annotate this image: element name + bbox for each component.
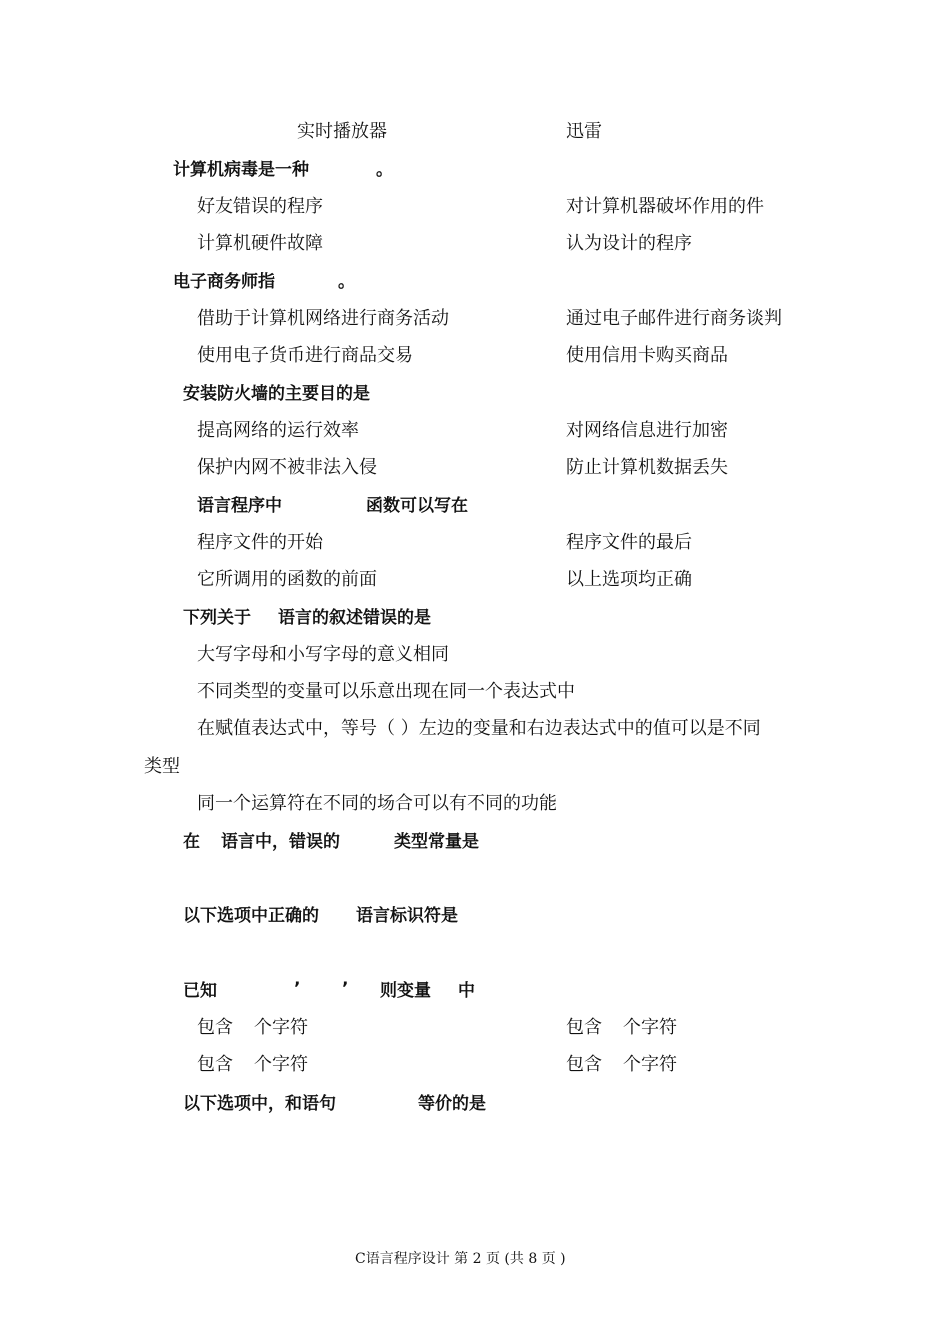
option-text: 通过电子邮件进行商务谈判 bbox=[566, 308, 782, 329]
question-text: 则变量 bbox=[380, 981, 431, 1001]
option-text: 大写字母和小写字母的意义相同 bbox=[197, 644, 449, 665]
option-text: 防止计算机数据丢失 bbox=[566, 457, 728, 478]
question-text: 以下选项中，和语句 bbox=[183, 1094, 336, 1114]
option-text: 个字符 bbox=[254, 1017, 308, 1038]
question-text: 电子商务师指 bbox=[173, 272, 275, 292]
question-text: 。 bbox=[338, 272, 355, 292]
question-text: 等价的是 bbox=[418, 1094, 486, 1114]
option-text: 包含 bbox=[566, 1054, 602, 1075]
question-text: 。 bbox=[376, 160, 393, 180]
option-text: 程序文件的最后 bbox=[566, 532, 692, 553]
question-text: 语言中，错误的 bbox=[221, 832, 340, 852]
option-text: 对网络信息进行加密 bbox=[566, 420, 728, 441]
option-text: 对计算机器破坏作用的件 bbox=[566, 196, 764, 217]
question-text: 函数可以写在 bbox=[366, 496, 468, 516]
question-text: 语言程序中 bbox=[197, 496, 282, 516]
option-text: 使用电子货币进行商品交易 bbox=[197, 345, 413, 366]
question-text: 类型常量是 bbox=[394, 832, 479, 852]
option-text: 个字符 bbox=[254, 1054, 308, 1075]
question-text: 以下选项中正确的 bbox=[183, 906, 319, 926]
option-text: 以上选项均正确 bbox=[566, 569, 692, 590]
page-footer: C语言程序设计 第 2 页 (共 8 页 ) bbox=[355, 1251, 566, 1267]
question-text: 在 bbox=[183, 832, 200, 852]
option-text: 程序文件的开始 bbox=[197, 532, 323, 553]
question-text: ’ bbox=[294, 979, 301, 999]
option-text: 包含 bbox=[197, 1054, 233, 1075]
question-text: 计算机病毒是一种 bbox=[173, 160, 309, 180]
question-text: 已知 bbox=[183, 981, 217, 1001]
option-text: 计算机硬件故障 bbox=[197, 233, 323, 254]
option-text: 包含 bbox=[566, 1017, 602, 1038]
option-text: 类型 bbox=[144, 756, 180, 777]
option-text: 好友错误的程序 bbox=[197, 196, 323, 217]
option-text: 它所调用的函数的前面 bbox=[197, 569, 377, 590]
option-text: 借助于计算机网络进行商务活动 bbox=[197, 308, 449, 329]
option-text: 提高网络的运行效率 bbox=[197, 420, 359, 441]
question-text: 语言标识符是 bbox=[356, 906, 458, 926]
option-text: 认为设计的程序 bbox=[566, 233, 692, 254]
option-text: 个字符 bbox=[623, 1054, 677, 1075]
option-text: 保护内网不被非法入侵 bbox=[197, 457, 377, 478]
option-text: 不同类型的变量可以乐意出现在同一个表达式中 bbox=[197, 681, 575, 702]
option-text: 个字符 bbox=[623, 1017, 677, 1038]
question-text: ’ bbox=[342, 979, 349, 999]
question-text: 下列关于 bbox=[183, 608, 251, 628]
question-text: 安装防火墙的主要目的是 bbox=[183, 384, 370, 404]
option-text: 迅雷 bbox=[566, 121, 602, 142]
option-text: 使用信用卡购买商品 bbox=[566, 345, 728, 366]
option-text: 实时播放器 bbox=[297, 121, 387, 142]
option-text: 包含 bbox=[197, 1017, 233, 1038]
question-text: 语言的叙述错误的是 bbox=[278, 608, 431, 628]
question-text: 中 bbox=[458, 981, 475, 1001]
option-text: 同一个运算符在不同的场合可以有不同的功能 bbox=[197, 793, 557, 814]
option-text: 在赋值表达式中，等号（ ）左边的变量和右边表达式中的值可以是不同 bbox=[197, 718, 761, 739]
